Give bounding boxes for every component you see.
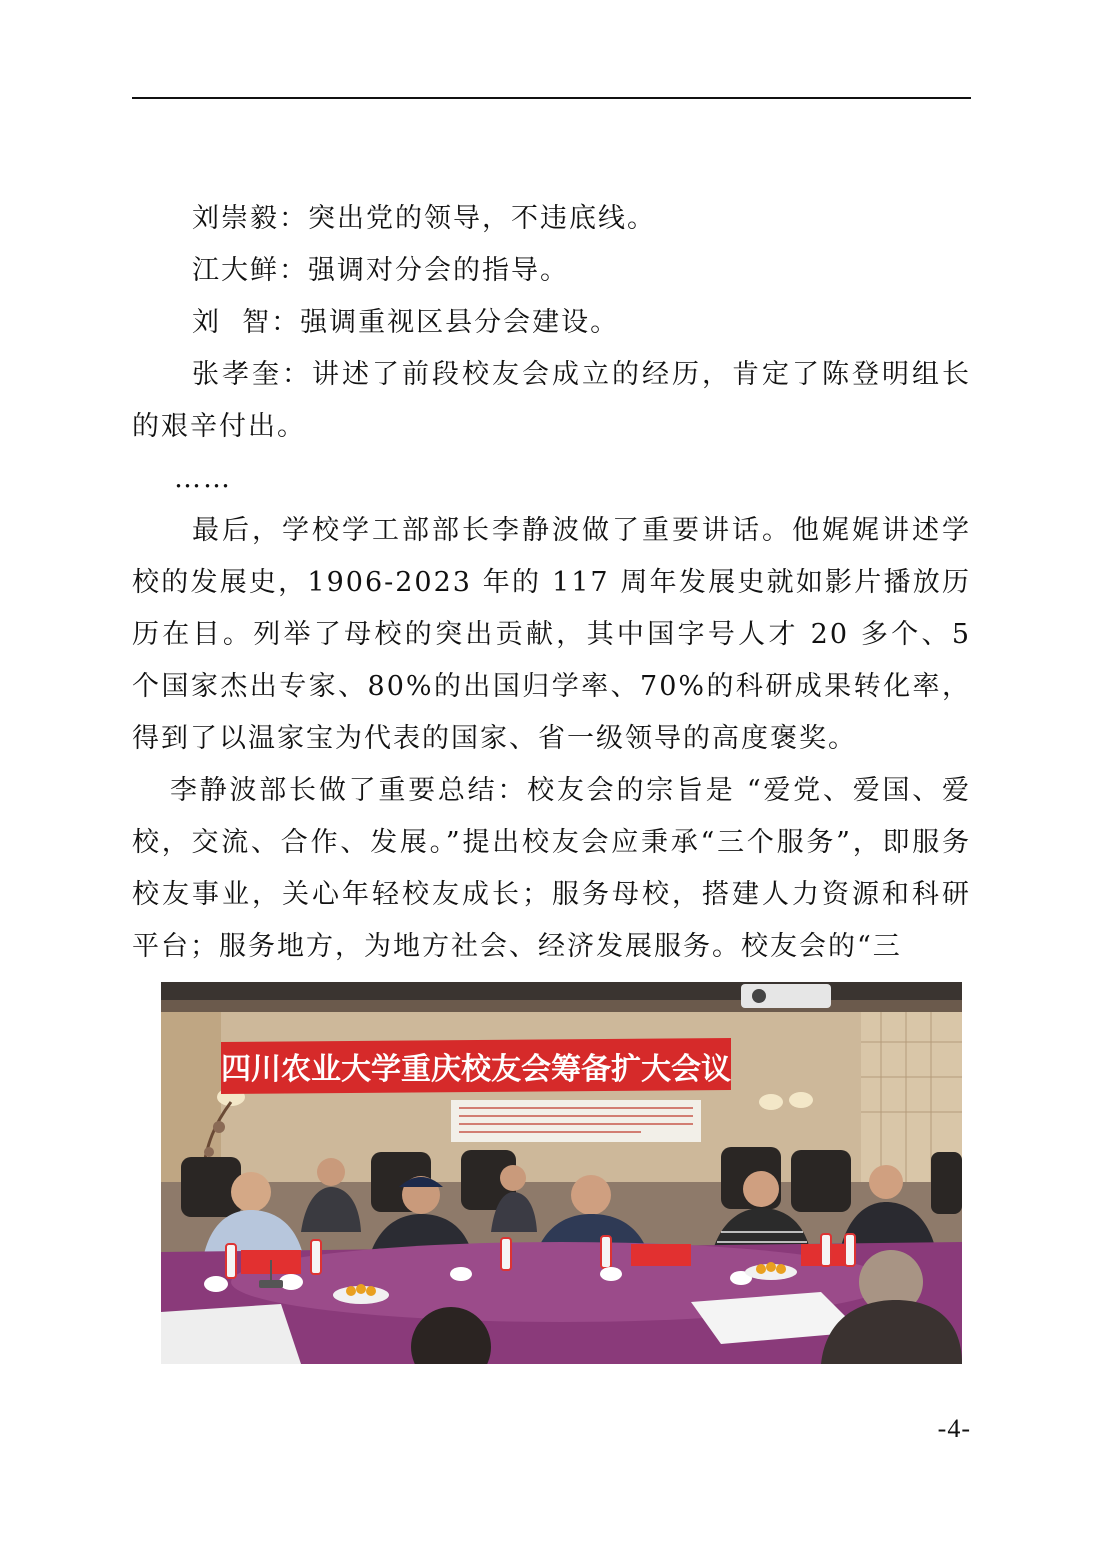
banner-text: 四川农业大学重庆校友会筹备扩大会议 bbox=[221, 1052, 731, 1087]
paragraph-liu-zhi: 刘 智：强调重视区县分会建设。 bbox=[192, 307, 620, 338]
header-rule bbox=[132, 97, 971, 99]
page-number: -4- bbox=[937, 1414, 971, 1443]
paragraph-li-jingbo-speech: 最后，学校学工部部长李静波做了重要讲话。他娓娓讲述学校的发展史，1906-2023 年的 117 周年发展史就如影片播放历历在目。列举了母校的突出贡献，其中国字号人才 20 多个、5 个国家杰出专家、80%的出国归学率、70%的科研成果转化率，得到了以温家宝为代表的国家、省一级领导的高度褒奖。 bbox=[132, 515, 971, 754]
body-text bbox=[132, 193, 971, 973]
paragraph-zhang-xiaokui: 张孝奎：讲述了前段校友会成立的经历，肯定了陈登明组长的艰辛付出。 bbox=[132, 359, 971, 442]
paragraph-li-jingbo-summary: 李静波部长做了重要总结：校友会的宗旨是 “爱党、爱国、爱校，交流、合作、发展。”提出校友会应秉承“三个服务”，即服务校友事业，关心年轻校友成长；服务母校，搭建人力资源和科研平台；服务地方，为地方社会、经济发展服务。校友会的“三 bbox=[132, 775, 971, 962]
ellipsis: …… bbox=[174, 463, 232, 494]
meeting-photo bbox=[161, 982, 962, 1364]
paragraph-jiang-daxian: 江大鲜：强调对分会的指导。 bbox=[192, 255, 569, 286]
paragraph-liu-chongyi: 刘崇毅：突出党的领导，不违底线。 bbox=[192, 203, 656, 234]
